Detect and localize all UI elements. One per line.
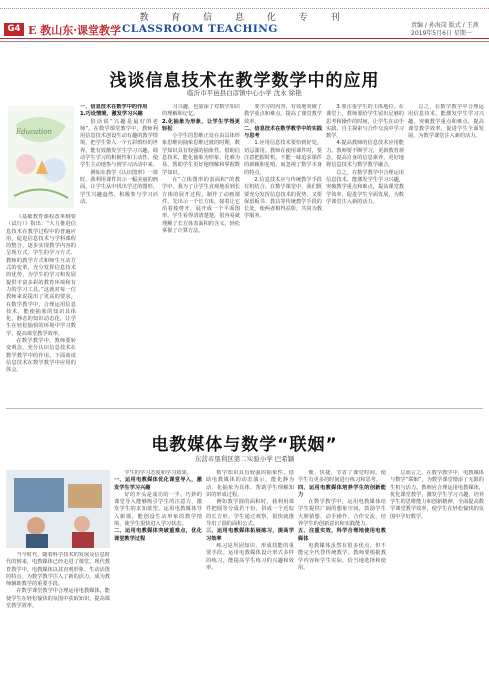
section-heading: 三、运用电教媒体拓展练习，提高学习效率 bbox=[206, 528, 294, 542]
masthead bbox=[0, 0, 489, 38]
article1-col2 bbox=[80, 104, 158, 404]
svg-text:Education: Education bbox=[16, 128, 52, 136]
paragraph: 《基础教育课程改革纲要（试行）》指出：“大力推进信息技术在教学过程中的普遍应用，促进信息技术与学科课程的整合，逐步实现教学内容的呈现方式、学生的学习方式、教师的教学方式和师生互动方式的变革，充分发挥信息技术的优势，为学生的学习和发展提供丰富多彩的教育环境和有力的学习工具。”这就对每一位教师来说提出了更高的要求。在数学教学中，合理运用信息技术，能使抽象的知识具体化，静态的知识动态化，让学生在轻松愉快的环境中学习数学，提高课堂教学效率。 bbox=[6, 214, 76, 337]
section-heading: 四、运用电教媒体培养学生的创新能力 bbox=[298, 484, 386, 498]
article2-title: 电教媒体与数学“联姻” bbox=[151, 435, 338, 455]
paragraph: 习兴趣，也加深了对数学知识的理解和记忆。 bbox=[162, 104, 240, 118]
section-heading: 五、注重实效，科学合理地使用电教媒体 bbox=[298, 528, 386, 542]
paragraph: 电教媒体虽然有很多优点，但不能完全代替传统教学。教师要根据教学内容和学生实际，恰当地选择和使用。 bbox=[298, 542, 386, 571]
paragraph: 练习是巩固知识、形成技能的重要手段。运用电教媒体设计形式多样的练习，能提高学生练习的兴趣和效率。 bbox=[206, 542, 294, 571]
article2-col2 bbox=[114, 470, 202, 692]
article1-col5 bbox=[326, 104, 404, 404]
article1-title: 浅谈信息技术在教学数学中的应用 bbox=[109, 71, 380, 91]
section-heading: 二、信息技术在数学教学中的实践与思考 bbox=[244, 125, 322, 140]
article1-byline: 临沂市平邑县白彦镇中心小学 沈永 徐艳 bbox=[187, 89, 302, 97]
article2-col4 bbox=[298, 470, 386, 692]
issue-meta bbox=[411, 22, 481, 37]
paragraph: 4.提高教师的信息技术应用能力。教师要不断学习，更新教育观念，提高自身的信息素养，更好地将信息技术与数学教学融合。 bbox=[326, 140, 404, 169]
section-heading: 二、运用电教媒体突破重难点，优化课堂教学过程 bbox=[114, 528, 202, 542]
photo-illustration bbox=[6, 470, 110, 548]
article2-col1 bbox=[6, 552, 110, 692]
masthead-dotted-rule bbox=[0, 8, 489, 9]
subsection-heading: 1.巧设情境，激发学习兴趣 bbox=[80, 111, 143, 118]
subsection-heading: 2.化抽象为形象，让学生学得更轻松 bbox=[162, 118, 240, 132]
paragraph: 好的开头是成功的一半。巧妙的课堂导入能够吸引学生的注意力，激发学生的求知欲望。运用电教媒体导入新课，能创设生动形象的教学情境，使学生很快进入学习状态。 bbox=[114, 491, 202, 528]
masthead-rule bbox=[0, 38, 489, 39]
paragraph: 2.信息技术应与传统教学手段有机结合。在数学课堂中，我们既要充分发挥信息技术的优势，又要保留板书、教具等传统教学手段的长处，使两者相得益彰，共同为教学服务。 bbox=[244, 176, 322, 220]
paragraph: 1.应用信息技术要恰到好处，切忌滥用。教师在使用课件时，要注意把握时机，不能一味追求课件的新颖和花哨，而忽视了数学本身的特点。 bbox=[244, 140, 322, 176]
paragraph: 要学习的内容，有效地突破了教学重点和难点，提高了课堂教学效率。 bbox=[244, 104, 322, 125]
article2-col5 bbox=[390, 470, 484, 692]
section-heading: 一、运用电教媒体优化课堂导入，激发学生学习兴趣 bbox=[114, 477, 202, 491]
article1-col4 bbox=[244, 104, 322, 404]
article2-byline: 东营市垦利区第二实验小学 巴希颖 bbox=[194, 455, 295, 463]
column-brand-en: CLASSROOM TEACHING bbox=[122, 23, 278, 35]
article2-col3 bbox=[206, 470, 294, 692]
column-brand: E 教山东·课堂教学 bbox=[28, 24, 122, 37]
section-title: 教 育 信 息 化 专 刊 bbox=[139, 13, 350, 23]
decorative-illustration bbox=[6, 104, 76, 210]
paragraph: 例如在教学《认识图形》一课时，我利用课件出示一幅美丽的画面，让学生从中找出学过的图形，学生兴趣盎然，积极参与学习活动。 bbox=[80, 169, 158, 205]
page-number: G4 bbox=[4, 23, 24, 36]
section-heading: 一、信息技术在数学中的作用 bbox=[80, 104, 148, 110]
paragraph: 3.要注重学生的主体地位。在课堂上，教师要给学生留出足够的思考和操作的时间，让学生在动手实践、自主探索与合作交流中学习数学。 bbox=[326, 104, 404, 140]
paragraph: 在“立体图形的表面积”的教学中，我为了让学生直观地看到长方体的展开过程，制作了动画课件，先出示一个长方体，接着让它沿着棱剪开，展开成一个平面图形。学生看得清清楚楚，很容易就理解了长方体表面积的含义，轻松掌握了计算方法。 bbox=[162, 176, 240, 235]
paragraph: 小学生的思维正处在由具体形象思维向抽象思维过渡的时期，数学知识具有较强的抽象性。借助信息技术，能化抽象为形象，化难为易，帮助学生更好地理解和掌握数学知识。 bbox=[162, 133, 240, 176]
paragraph: 在数学教学中，教师要转变观念，充分认识信息技术在数学教学中的作用。下面谈谈信息技术在数学教学中应用的体会。 bbox=[6, 338, 76, 374]
paragraph: 总之，在数学教学中合理运用信息技术，能激发学生学习兴趣，突破教学重点和难点，提高课堂教学效率，促进学生全面发展，为数学课堂注入新的活力。 bbox=[408, 104, 484, 140]
paragraph: 例如教学圆的面积时，我利用课件把圆等分成若干份，拼成一个近似的长方形，学生通过观察，很快就推导出了圆的面积公式。 bbox=[206, 499, 294, 528]
paragraph: 总之，在数学教学中合理运用信息技术，能激发学生学习兴趣，突破教学重点和难点，提高课堂教学效率，促进学生全面发展，为数学课堂注入新的活力。 bbox=[326, 169, 404, 205]
masthead-rule-thin bbox=[0, 41, 489, 42]
article1-col1 bbox=[6, 214, 76, 404]
paragraph: 总而言之，在数学教学中，电教媒体与数学“联姻”，为数学课堂增添了无限的生机与活力。教师应合理运用电教媒体，优化课堂教学，激发学生学习兴趣，培养学生的思维能力和创新精神，全面提高数学课堂教学效率，使学生在轻松愉快的氛围中学好数学。 bbox=[390, 470, 484, 520]
editor-credit: 责编 / 孙海岗 版式 / 王燕 bbox=[411, 22, 479, 29]
issue-date: 2019年5月6日 星期一 bbox=[411, 29, 472, 37]
paragraph: 在数学教学中，运用电教媒体给学生提供广阔的想象空间，鼓励学生大胆猜想、动手操作、合作交流，培养学生的创新意识和实践能力。 bbox=[298, 499, 386, 528]
paragraph: 便、快捷，节省了课堂时间，使学生有更多的时间进行练习和思考。 bbox=[298, 470, 386, 484]
paragraph: 在数学课堂教学中合理运用电教媒体，能使学生在轻松愉快的氛围中获取知识，提高课堂教学效率。 bbox=[6, 588, 110, 610]
paragraph: 学生的学习态度和学习效果。 bbox=[124, 470, 192, 476]
article1-col6 bbox=[408, 104, 484, 404]
paragraph: 当今时代，随着科学技术的发展及信息时代的到来，电教媒体已经走进了课堂。现代教育教学中，电教媒体以其直观形象、生动活泼的特点，为数学教学注入了新的活力，成为教师辅助教学的重要手段。 bbox=[6, 552, 110, 588]
paragraph: 俗话说“兴趣是最好的老师”。在数学课堂教学中，教师利用信息技术创设生动有趣的教学情境，把学生带入一个五彩缤纷的世界，能有效激发学生学习兴趣，调动学生学习的积极性和主动性，使学生主动地参与到学习活动中来。 bbox=[80, 118, 158, 169]
article1-col3 bbox=[162, 104, 240, 404]
paragraph: 数学知识具有较强的抽象性，借助电教媒体的动态演示，能化静为动、化抽象为具体，帮助学生理解知识的形成过程。 bbox=[206, 470, 294, 498]
article-divider bbox=[6, 408, 483, 409]
